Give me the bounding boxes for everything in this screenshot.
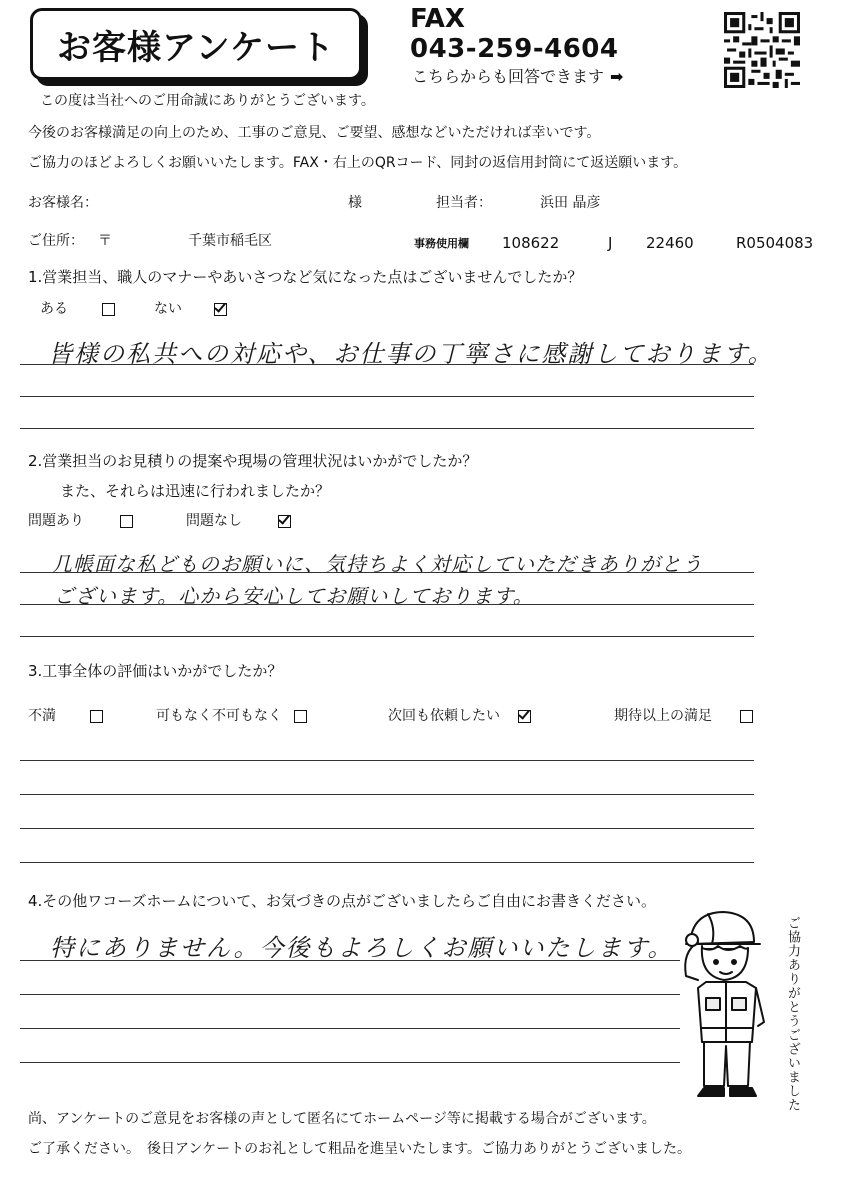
q2-no-issue-checkbox[interactable] [278,515,291,528]
q2-option-issue [28,512,133,530]
q4-rule-2 [20,994,680,995]
q2-issue-checkbox[interactable] [120,515,133,528]
q4-question: 4.その他ワコーズホームについて、お気づきの点がございましたらご自由にお書きください。 [28,892,656,910]
address-label: ご住所： [28,233,84,249]
qr-code-icon[interactable] [724,12,800,88]
q2-answer-line-2: ございます。心から安心してお願いしております。 [54,584,534,608]
q2-question: 2.営業担当のお見積りの提案や現場の管理状況はいかがでしたか？ [28,452,478,470]
q3-option-1-checkbox[interactable] [90,710,103,723]
fax-number: 043-259-4604 [410,34,619,64]
q2-question-2: また、それらは迅速に行われましたか？ [60,482,331,500]
q2-rule-2 [20,604,754,605]
intro-line-2: 今後のお客様満足の向上のため、工事のご意見、ご要望、感想などいただければ幸いです。 [28,125,601,141]
intro-line-1: この度は当社へのご用命誠にありがとうございます。 [40,93,375,109]
title-badge [30,8,362,80]
q3-rule-1 [20,760,754,761]
q1-option-no-label: ない [154,301,182,317]
office-code-3: 22460 [646,234,694,252]
fax-label: FAX [410,4,465,34]
q1-question: 1.営業担当、職人のマナーやあいさつなど気になった点はございませんでしたか？ [28,268,583,286]
q1-rule-1 [20,364,754,365]
intro-line-3: ご協力のほどよろしくお願いいたします。FAX・右上のQRコード、同封の返信用封筒にて返送願います。 [28,155,688,171]
office-use-label: 事務使用欄 [414,237,469,250]
q1-no-checkbox[interactable] [214,303,227,316]
q4-rule-1 [20,960,680,961]
q2-rule-3 [20,636,754,637]
q2-rule-1 [20,572,754,573]
q3-option-4 [614,707,753,725]
staff-name: 浜田 晶彦 [540,195,601,211]
q3-option-3 [388,707,531,725]
q2-option-issue-label: 問題あり [28,513,84,529]
q4-answer-line-1: 特にありません。今後もよろしくお願いいたします。 [50,934,674,962]
q3-rule-2 [20,794,754,795]
q3-option-1 [28,707,103,725]
footer-line-2: ご了承ください。 後日アンケートのお礼として粗品を進呈いたします。ご協力ありがとうございました。 [28,1141,692,1157]
q4-rule-4 [20,1062,680,1063]
q1-yes-checkbox[interactable] [102,303,115,316]
q3-option-3-label: 次回も依頼したい [388,708,500,724]
q3-option-4-label: 期待以上の満足 [614,708,712,724]
q1-option-no [154,300,227,318]
q3-rule-4 [20,862,754,863]
postal-mark: 〒 [98,233,112,249]
q3-option-4-checkbox[interactable] [740,710,753,723]
fax-note-text: こちらからも回答できます [412,67,605,86]
address-value: 千葉市稲毛区 [188,233,272,249]
staff-label: 担当者： [436,195,492,211]
q3-option-2 [156,707,307,725]
customer-name-label: お客様名： [28,195,98,211]
customer-honorific: 様 [348,195,362,211]
office-code-2: J [608,234,613,252]
office-code-1: 108622 [502,234,560,252]
q3-option-3-checkbox[interactable] [518,710,531,723]
footer-line-1: 尚、アンケートのご意見をお客様の声として匿名にてホームページ等に掲載する場合がございます。 [28,1111,656,1127]
q2-option-no-issue-label: 問題なし [186,513,242,529]
q1-rule-3 [20,428,754,429]
q3-option-2-checkbox[interactable] [294,710,307,723]
side-thanks: ご協力ありがとうございました [785,916,800,1112]
q3-option-2-label: 可もなく不可もなく [156,708,282,724]
arrow-right-icon: ➡ [610,67,624,86]
q3-rule-3 [20,828,754,829]
office-code-4: R0504083 [736,234,814,252]
fax-note [412,64,623,87]
q1-rule-2 [20,396,754,397]
page-title: お客様アンケート [57,27,335,68]
q1-answer-line-1: 皆様の私共への対応や、お仕事の丁寧さに感謝しております。 [48,340,774,368]
q1-option-yes-label: ある [40,301,68,317]
worker-mascot-icon [668,906,776,1106]
q2-option-no-issue [186,512,291,530]
q1-option-yes [40,300,115,318]
q4-rule-3 [20,1028,680,1029]
q2-answer-line-1: 几帳面な私どものお願いに、気持ちよく対応していただきありがとう [52,552,703,576]
q3-option-1-label: 不満 [28,708,56,724]
q3-question: 3.工事全体の評価はいかがでしたか？ [28,662,283,680]
